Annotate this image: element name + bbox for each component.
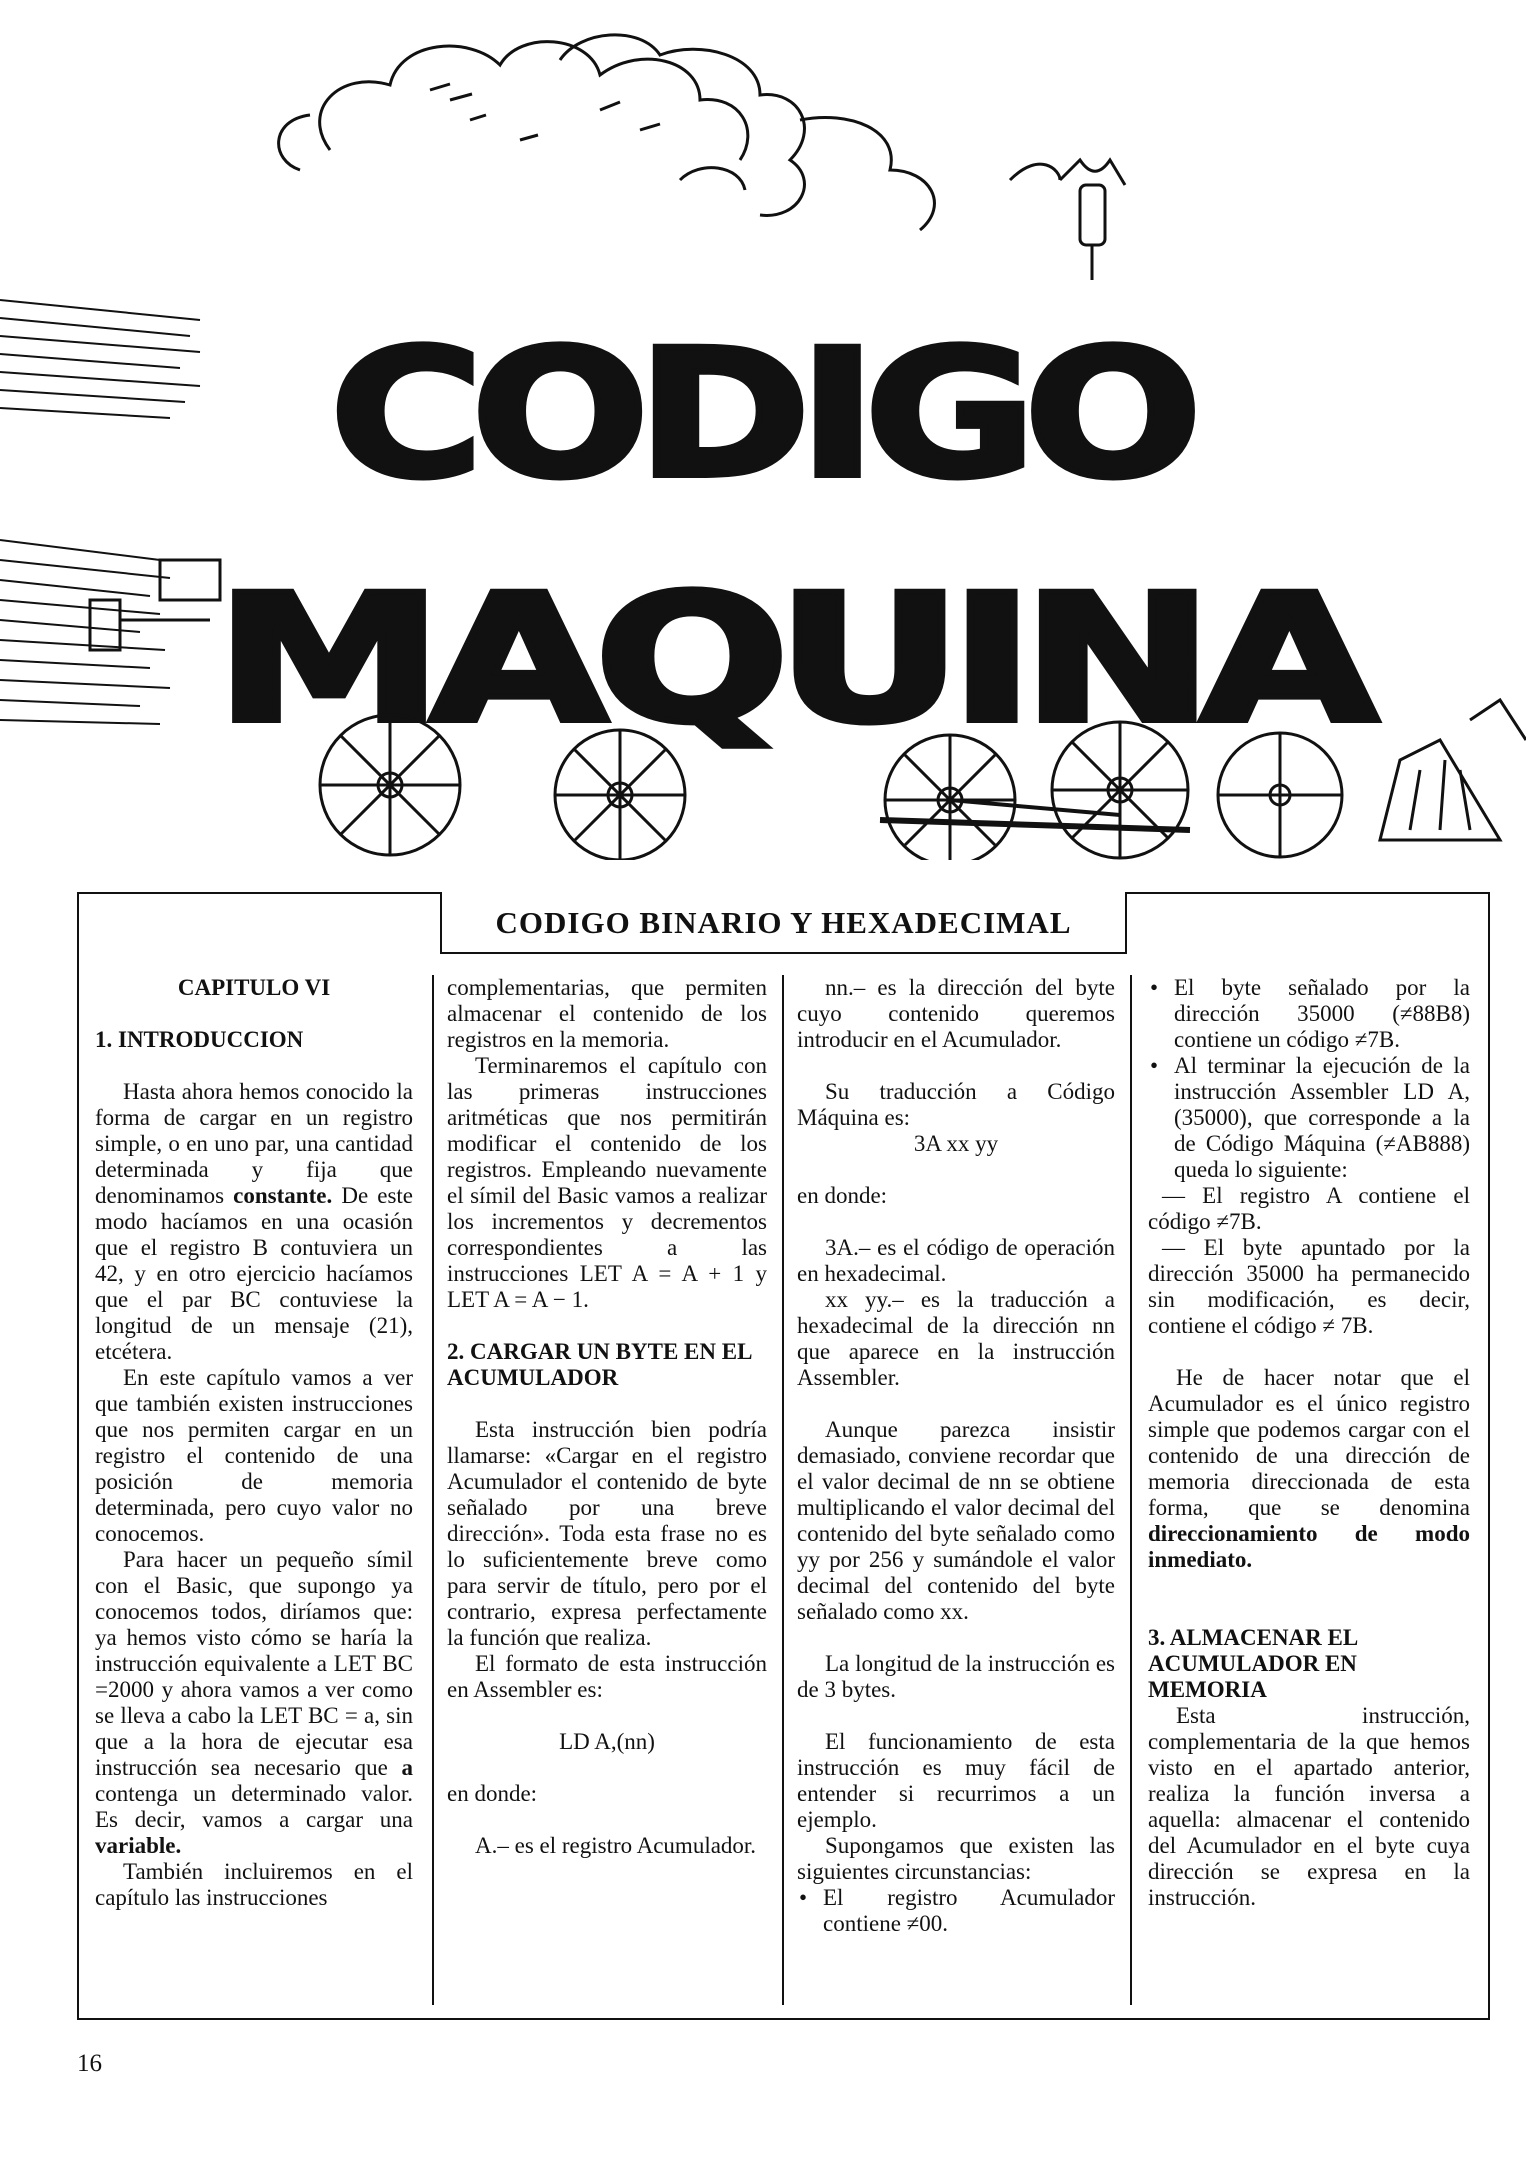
paragraph: 3A.– es el código de operación en hexadecimal. bbox=[797, 1235, 1115, 1286]
paragraph: complementarias, que permiten almacenar el contenido de los registros en la memoria. bbox=[447, 975, 767, 1052]
list-item: • El byte señalado por la dirección 35000 (≠88B8) contiene un código ≠7B. bbox=[1174, 975, 1470, 1053]
column-2 bbox=[447, 975, 767, 1859]
heading-almacenar: 3. ALMACENAR EL ACUMULADOR EN MEMORIA bbox=[1148, 1625, 1357, 1702]
heading-cargar-byte: 2. CARGAR UN BYTE EN EL ACUMULADOR bbox=[447, 1339, 752, 1390]
paragraph: He de hacer notar que el Acumulador es el único registro simple que podemos cargar con el contenido de una dirección de memoria direccionada de esta forma, que se denomina direccionamiento de modo inmediato. bbox=[1148, 1365, 1470, 1572]
paragraph: Esta instrucción, complementaria de la que hemos visto en el apartado anterior, realiza la función inversa a aquella: almacenar el contenido del Acumulador en el byte cuya dirección se expresa en la instrucción. bbox=[1148, 1703, 1470, 1910]
paragraph: Hasta ahora hemos conocido la forma de cargar en un registro simple, o en uno par, una cantidad determinada y fija que denominamos constante. De este modo hacíamos en una ocasión que el registro B contuviera un 42, y en otro ejercicio hacíamos que el par BC contuviese la longitud de un mensaje (21), etcétera. bbox=[95, 1079, 414, 1364]
paragraph: En este capítulo vamos a ver que también existen instrucciones que nos permiten cargar en un registro el contenido de una posición de memoria determinada, pero cuyo valor no conocemos. bbox=[95, 1365, 413, 1546]
paragraph: en donde: bbox=[797, 1183, 888, 1208]
paragraph: Supongamos que existen las siguientes circunstancias: bbox=[797, 1833, 1115, 1884]
list-item: • El registro Acumulador contiene ≠00. bbox=[823, 1885, 1115, 1937]
bullet-list bbox=[797, 1885, 1115, 1937]
dash-item: — El byte apuntado por la dirección 35000 ha permanecido sin modificación, es decir, contiene el código ≠ 7B. bbox=[1148, 1235, 1470, 1338]
paragraph: Su traducción a Código Máquina es: bbox=[797, 1079, 1115, 1130]
title-codigo: CODIGO bbox=[330, 312, 1192, 517]
paragraph: A.– es el registro Acumulador. bbox=[475, 1833, 757, 1858]
paragraph: El formato de esta instrucción en Assembler es: bbox=[447, 1651, 767, 1702]
paragraph: Terminaremos el capítulo con las primeras instrucciones aritméticas que nos permitirán modificar el contenido de los registros. Empleando nuevamente el símil del Basic vamos a realizar los incrementos y decrementos correspondientes a las instrucciones LET A = A + 1 y LET A = A − 1. bbox=[447, 1053, 767, 1312]
paragraph: El funcionamiento de esta instrucción es muy fácil de entender si recurrimos a un ejemplo. bbox=[797, 1729, 1115, 1832]
paragraph: Aunque parezca insistir demasiado, conviene recordar que el valor decimal de nn se obtiene multiplicando el valor decimal del contenido del byte señalado como yy por 256 y sumándole el valor decimal del contenido del byte señalado como xx. bbox=[797, 1417, 1115, 1624]
column-divider bbox=[782, 975, 784, 2005]
column-divider bbox=[432, 975, 434, 2005]
paragraph: nn.– es la dirección del byte cuyo contenido queremos introducir en el Acumulador. bbox=[797, 975, 1115, 1052]
assembler-code: LD A,(nn) bbox=[559, 1729, 655, 1754]
chapter-heading: CAPITULO VI bbox=[177, 975, 331, 1000]
bell-drawing bbox=[1010, 160, 1125, 280]
paragraph: xx yy.– es la traducción a hexadecimal de la dirección nn que aparece en la instrucción Assembler. bbox=[797, 1287, 1115, 1390]
paragraph: Para hacer un pequeño símil con el Basic, que supongo ya conocemos todos, diríamos que: ya hemos visto cómo se haría la instrucción equivalente a LET BC =2000 y ahora vamos a ver como se lleva a cabo la LET BC = a, sin que a la hora de ejecutar esa instrucción sea necesario que a contenga un determinado valor. Es decir, vamos a cargar una variable. bbox=[95, 1547, 414, 1858]
column-3 bbox=[797, 975, 1115, 1937]
heading-introduccion: 1. INTRODUCCION bbox=[95, 1027, 304, 1052]
title-maquina: MAQUINA bbox=[215, 557, 1378, 762]
paragraph: Esta instrucción bien podría llamarse: «Cargar en el registro Acumulador el contenido de byte señalado por una breve dirección». Toda esta frase no es lo suficientemente breve como para servir de título, pero por el contrario, expresa perfectamente la función que realiza. bbox=[447, 1417, 767, 1650]
column-4 bbox=[1148, 975, 1470, 1911]
smoke-clouds bbox=[279, 35, 935, 230]
column-divider bbox=[1130, 975, 1132, 2005]
paragraph: en donde: bbox=[447, 1781, 538, 1806]
bullet-list bbox=[1148, 975, 1470, 1183]
section-title: CODIGO BINARIO Y HEXADECIMAL bbox=[440, 892, 1127, 954]
page-number: 16 bbox=[77, 2050, 102, 2077]
column-1 bbox=[95, 975, 413, 1911]
whistle-drawing bbox=[90, 560, 220, 650]
locomotive-illustration bbox=[0, 0, 1526, 860]
paragraph: La longitud de la instrucción es de 3 bytes. bbox=[797, 1651, 1115, 1702]
dash-item: — El registro A contiene el código ≠7B. bbox=[1148, 1183, 1470, 1234]
paragraph: También incluiremos en el capítulo las instrucciones bbox=[95, 1859, 413, 1910]
machine-code: 3A xx yy bbox=[913, 1131, 999, 1156]
list-item: • Al terminar la ejecución de la instrucción Assembler LD A, (35000), que corresponde a la de Código Máquina (≠AB888) queda lo siguiente: bbox=[1174, 1053, 1470, 1183]
speed-lines bbox=[0, 300, 200, 724]
